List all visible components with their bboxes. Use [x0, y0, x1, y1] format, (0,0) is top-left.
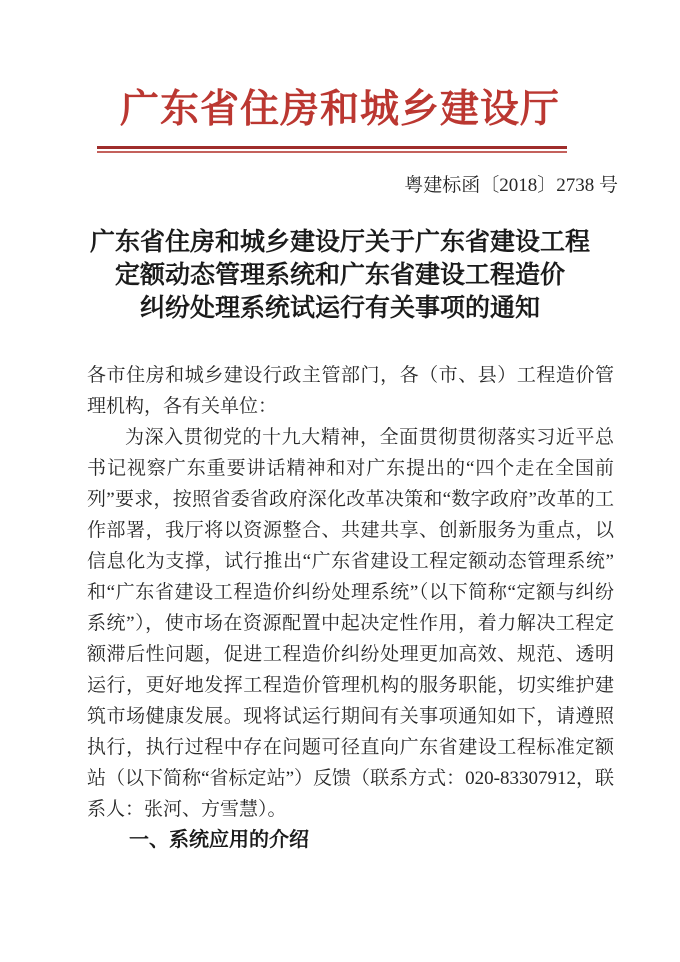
letterhead-rule-divider — [97, 146, 567, 153]
notice-title-line-1: 广东省住房和城乡建设厅关于广东省建设工程 — [89, 228, 590, 256]
document-body — [87, 360, 614, 856]
salutation: 各市住房和城乡建设行政主管部门，各（市、县）工程造价管理机构，各有关单位： — [87, 365, 614, 417]
document-number: 粤建标函〔2018〕2738 号 — [404, 175, 618, 196]
body-paragraph: 为深入贯彻党的十九大精神，全面贯彻贯彻落实习近平总书记视察广东重要讲话精神和对广东提出的“四个走在全国前列”要求，按照省委省政府深化改革决策和“数字政府”改革的工作部署，我厅将以资源整合、共建共享、创新服务为重点，以信息化为支撑，试行推出“广东省建设工程定额动态管理系统”和“广东省建设工程造价纠纷处理系统”（以下简称“定额与纠纷系统”），使市场在资源配置中起决定性作用，着力解决工程定额滞后性问题，促进工程造价纠纷处理更加高效、规范、透明运行，更好地发挥工程造价管理机构的服务职能，切实维护建筑市场健康发展。现将试运行期间有关事项通知如下，请遵照执行，执行过程中存在问题可径直向广东省建设工程标准定额站（以下简称“省标定站”）反馈（联系方式：020-83307912，联系人：张河、方雪慧）。 — [87, 427, 614, 820]
notice-title-line-3: 纠纷处理系统试运行有关事项的通知 — [139, 294, 540, 322]
notice-title — [50, 226, 630, 325]
notice-title-line-2: 定额动态管理系统和广东省建设工程造价 — [114, 261, 565, 289]
section-heading: 一、系统应用的介绍 — [129, 829, 309, 851]
letterhead-title: 广东省住房和城乡建设厅 — [119, 88, 560, 131]
